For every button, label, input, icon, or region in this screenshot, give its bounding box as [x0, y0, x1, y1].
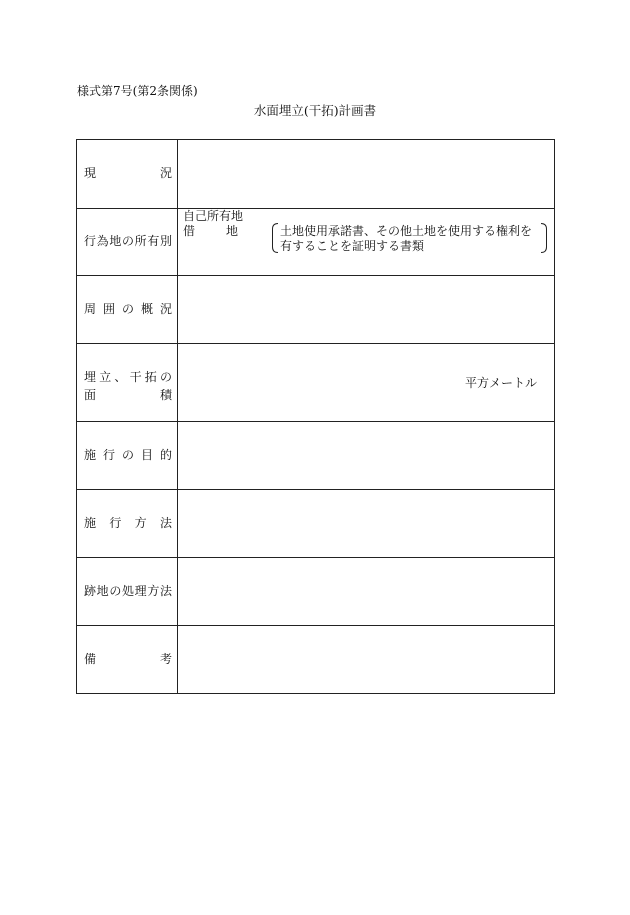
form-number: 様式第7号(第2条関係) — [77, 84, 198, 98]
label-cell — [77, 209, 178, 275]
row-surroundings — [77, 276, 554, 344]
label-cell — [77, 422, 178, 489]
current-status-value — [178, 140, 554, 208]
label-cell — [77, 490, 178, 557]
row-current-status — [77, 140, 554, 209]
lease-note-text: 土地使用承諾書、その他土地を使用する権利を有することを証明する書類 — [280, 224, 533, 253]
document-title: 水面埋立(干拓)計画書 — [253, 103, 377, 118]
row-purpose — [77, 422, 554, 490]
area-unit: 平方メートル — [464, 376, 537, 390]
surroundings-value — [178, 276, 554, 343]
leased-land-option: 借 地 — [183, 224, 238, 238]
area-label-line1: 埋立、干拓の — [84, 370, 172, 384]
row-method — [77, 490, 554, 558]
row-remarks — [77, 626, 554, 693]
row-site-treatment — [77, 558, 554, 626]
purpose-value — [178, 422, 554, 489]
row-area — [77, 344, 554, 422]
site-treatment-label: 跡地の処理方法 — [84, 583, 172, 598]
label-cell — [77, 344, 178, 421]
method-value — [178, 490, 554, 557]
area-label-line2: 面 積 — [84, 388, 172, 402]
own-land-option: 自己所有地 — [183, 209, 244, 223]
current-status-label: 現 況 — [84, 166, 172, 180]
label-cell — [77, 276, 178, 343]
area-value — [178, 344, 554, 421]
remarks-value — [178, 626, 554, 693]
ownership-value — [178, 209, 554, 275]
row-ownership — [77, 209, 554, 276]
label-cell — [77, 558, 178, 625]
remarks-label: 備 考 — [84, 651, 172, 666]
lease-note-bracket — [271, 223, 548, 253]
label-cell — [77, 626, 178, 693]
method-label: 施行方法 — [84, 515, 172, 530]
surroundings-label: 周囲の概況 — [84, 301, 172, 316]
site-treatment-value — [178, 558, 554, 625]
purpose-label: 施行の目的 — [84, 447, 172, 462]
ownership-label: 行為地の所有別 — [84, 234, 172, 248]
label-cell — [77, 140, 178, 208]
plan-form-table — [76, 139, 555, 694]
